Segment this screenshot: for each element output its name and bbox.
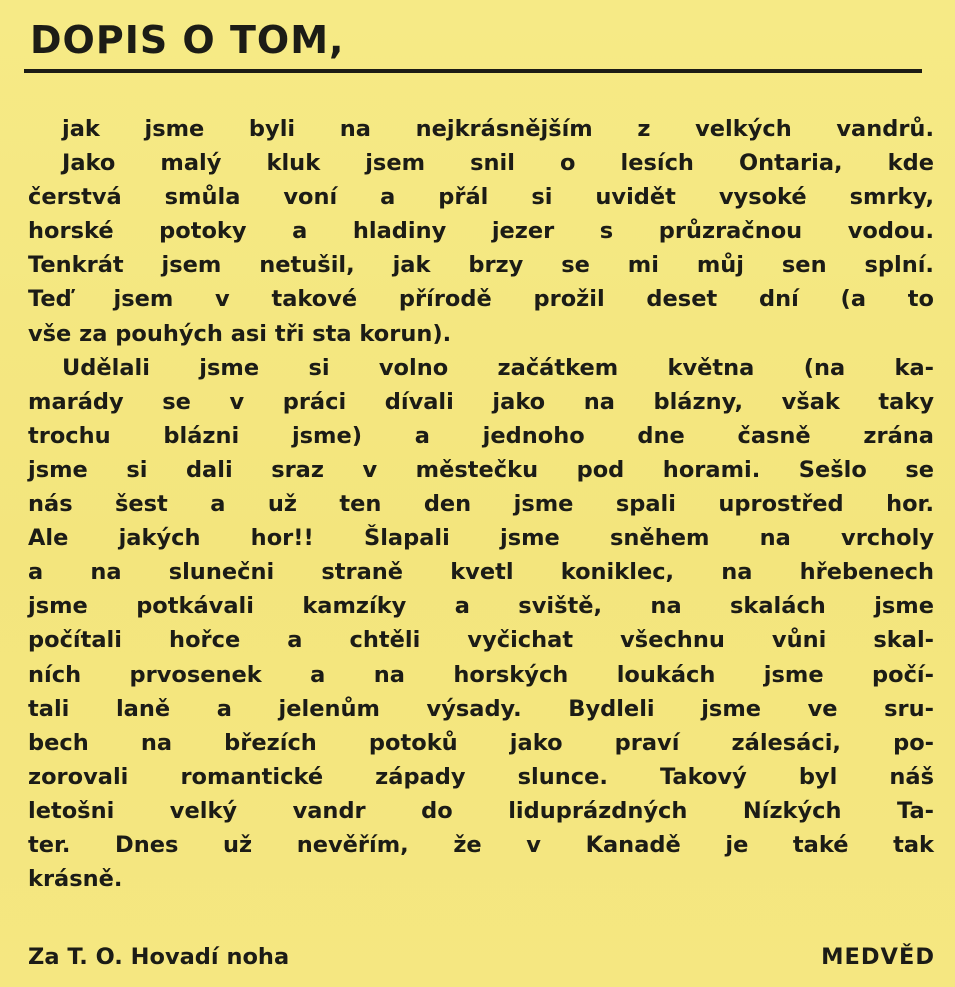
text-line: jak jsme byli na nejkrásnějším z velkých vandrů. bbox=[62, 116, 934, 142]
signature-row bbox=[28, 940, 935, 974]
text-line: tali laně a jelenům výsady. Bydleli jsme ve sru- bbox=[28, 695, 934, 722]
text-line: horské potoky a hladiny jezer s průzračnou vodou. bbox=[28, 218, 934, 245]
text-line: trochu blázni jsme) a jednoho dne časně zrána bbox=[28, 422, 934, 449]
text-line: Udělali jsme si volno začátkem května (na ka- bbox=[62, 354, 934, 381]
text-line: ter. Dnes už nevěřím, že v Kanadě je také tak bbox=[28, 831, 934, 858]
article-title: DOPIS O TOM, bbox=[30, 18, 345, 62]
text-line: vše za pouhých asi tři sta korun). bbox=[28, 320, 452, 347]
text-line: bech na březích potoků jako praví zálesáci, po- bbox=[28, 729, 934, 756]
text-line: čerstvá smůla voní a přál si uvidět vysoké smrky, bbox=[28, 184, 934, 211]
text-line: jsme potkávali kamzíky a sviště, na skalách jsme bbox=[28, 593, 934, 620]
text-line: nás šest a už ten den jsme spali uprostřed hor. bbox=[28, 491, 934, 518]
text-line: Ale jakých hor!! Šlapali jsme sněhem na vrcholy bbox=[28, 525, 934, 552]
text-line: počítali hořce a chtěli vyčichat všechnu vůni skal- bbox=[28, 627, 934, 654]
text-line: krásně. bbox=[28, 866, 123, 893]
text-line: Jako malý kluk jsem snil o lesích Ontaria, kde bbox=[62, 150, 934, 177]
text-line: zorovali romantické západy slunce. Takový byl náš bbox=[28, 763, 934, 790]
signature-group: Za T. O. Hovadí noha bbox=[28, 944, 290, 970]
title-underline bbox=[24, 69, 922, 73]
signature-author: MEDVĚD bbox=[821, 944, 935, 970]
text-line: marády se v práci dívali jako na blázny, však taky bbox=[28, 388, 934, 415]
text-line: jsme si dali sraz v městečku pod horami. Sešlo se bbox=[28, 456, 934, 483]
text-line: a na slunečni straně kvetl koniklec, na hřebenech bbox=[28, 559, 934, 586]
text-line: Tenkrát jsem netušil, jak brzy se mi můj sen splní. bbox=[28, 252, 934, 279]
text-line: Teď jsem v takové přírodě prožil deset dní (a to bbox=[28, 286, 934, 313]
text-line: letošni velký vandr do liduprázdných Nízkých Ta- bbox=[28, 797, 934, 824]
article-body bbox=[28, 112, 934, 896]
text-line: ních prvosenek a na horských loukách jsme počí- bbox=[28, 661, 934, 688]
